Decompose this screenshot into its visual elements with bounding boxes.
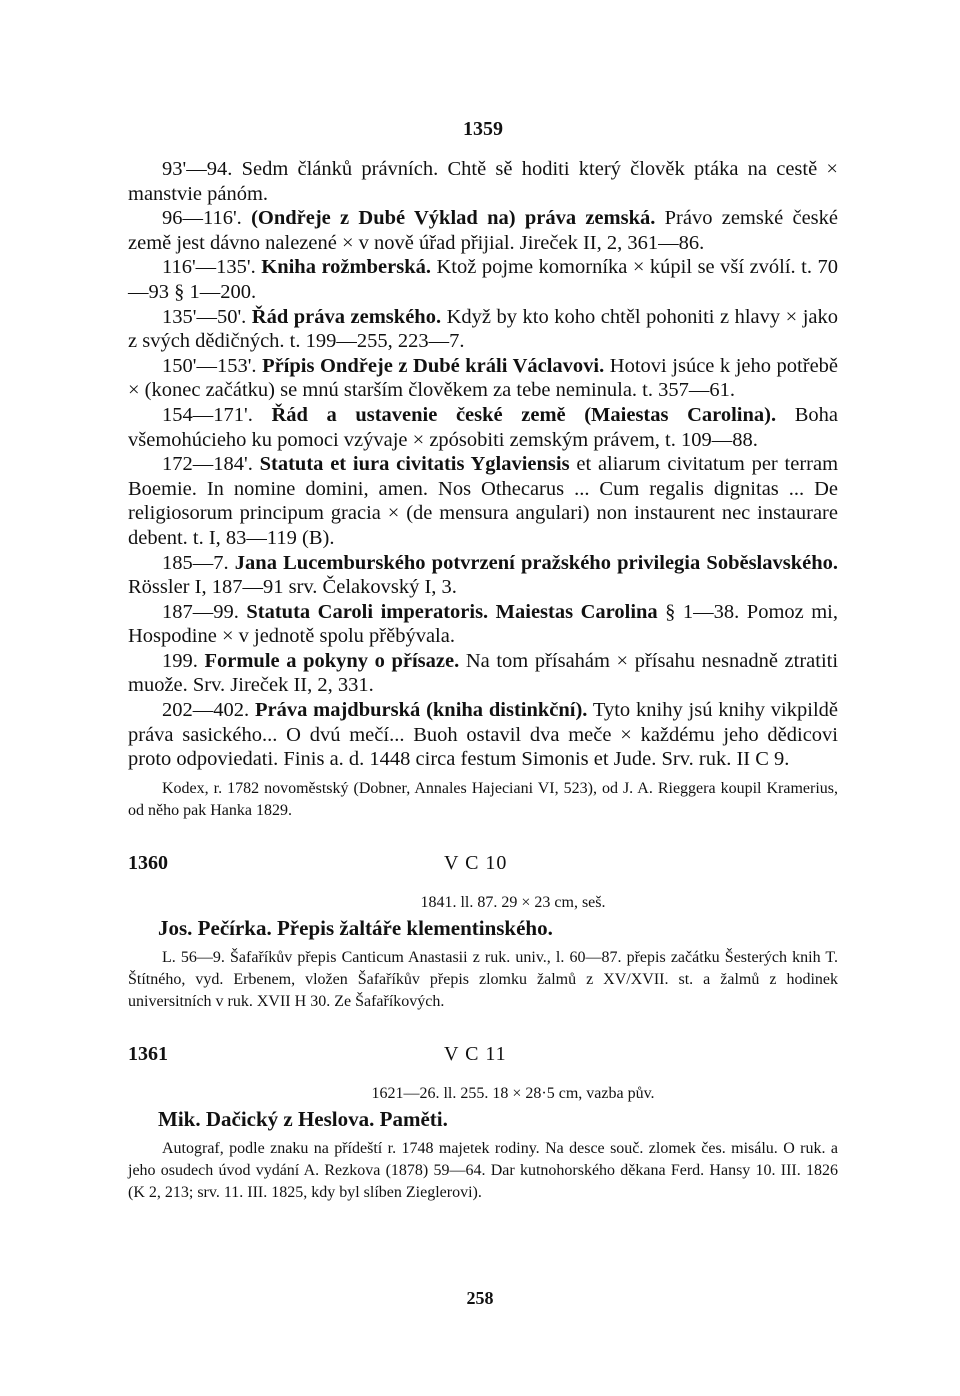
incipit-text: Ktož pojme komorníka × kúpil se vší zvólí. t. 70—93 § 1—200. bbox=[128, 256, 839, 303]
contents-paragraph bbox=[128, 698, 838, 772]
leaf-range: 135'—50'. bbox=[162, 305, 247, 328]
leaf-range: 154—171'. bbox=[162, 403, 253, 426]
contents-paragraph bbox=[128, 403, 838, 452]
section-title: Formule a pokyny o přísaze. bbox=[204, 649, 460, 672]
section-title: (Ondřeje z Dubé Výklad na) práva zemská. bbox=[251, 207, 656, 230]
entry-title: Mik. Dačický z Heslova. Paměti. bbox=[158, 1106, 448, 1131]
section-title: Statuta Caroli imperatoris. Maiestas Carolina bbox=[246, 600, 658, 623]
entry-heading bbox=[128, 1043, 838, 1071]
leaf-range: 96—116'. bbox=[162, 207, 242, 230]
leaf-range: 185—7. bbox=[162, 551, 229, 574]
incipit-text: Tyto knihy jsú knihy vikpildě práva sasického... O dvú mečí... Buoh ostavil dva meče × každému jeho dědicovi proto odpoviedati. Finis a. d. 1448 circa festum Simonis et Jude. Srv. ruk. II C 9. bbox=[128, 699, 838, 771]
running-head: 1359 bbox=[463, 118, 503, 140]
entry-1360 bbox=[128, 852, 838, 1013]
incipit-text: Právo zemské české země jest dávno nalezené × v nově úřad přijial. Jireček II, 2, 361—86. bbox=[128, 207, 838, 254]
contents-paragraph bbox=[128, 305, 838, 354]
physical-description: 1621—26. ll. 255. 18 × 28·5 cm, vazba pův. bbox=[371, 1084, 655, 1102]
incipit-text: § 1—38. Pomoz mi, Hospodine × v jednotě spolu přěbývala. bbox=[128, 600, 838, 648]
leaf-range: 187—99. bbox=[162, 600, 239, 623]
shelfmark: V C 11 bbox=[444, 1042, 507, 1065]
physical-description: 1841. ll. 87. 29 × 23 cm, seš. bbox=[420, 893, 606, 911]
entry-number: 1361 bbox=[128, 1042, 168, 1065]
contents-paragraph bbox=[128, 649, 838, 698]
section-title: Sedm článků právních. bbox=[241, 158, 439, 180]
entry-1361 bbox=[128, 1043, 838, 1204]
incipit-text: et aliarum civitatum per terram Boemie. In nomine domini, amen. Nos Othecarus ... Cum regalis dignitas ... De religiosorum principum gracia × (de mensura angulari) non instaurent nec instaurare debent. t. I, 83—119 (B). bbox=[128, 453, 839, 549]
entry-1359-contents bbox=[128, 157, 838, 822]
incipit-text: Na tom přísahám × přísahu nesnadně ztratiti muože. Srv. Jireček II, 2, 331. bbox=[128, 649, 839, 697]
entry-description: Autograf, podle znaku na přídeští r. 1748 majetek rodiny. Na desce souč. zlomek čes. misálu. O ruk. a jeho osudech úvod vydání A. Rezkova (1878) 59—64. Dar kutnohorského děkana Ferd. Hansy 10. III. 1826 (K 2, 213; srv. 11. III. 1825, kdy byl slíben Zieglerovi). bbox=[128, 1139, 838, 1201]
section-title: Řád a ustavenie české země (Maiestas Carolina). bbox=[271, 403, 777, 426]
section-title: Jana Lucemburského potvrzení pražského privilegia Soběslavského. bbox=[234, 551, 838, 574]
entry-number: 1360 bbox=[128, 851, 168, 874]
section-title: Kniha rožmberská. bbox=[261, 256, 431, 279]
contents-paragraph bbox=[128, 600, 838, 649]
contents-paragraph bbox=[128, 206, 838, 255]
section-title: Práva majdburská (kniha distinkční). bbox=[254, 699, 588, 722]
contents-paragraph bbox=[128, 157, 838, 206]
incipit-text: Chtě sě hoditi který člověk ptáka na cestě × manstvie pánóm. bbox=[128, 158, 838, 205]
leaf-range: 150'—153'. bbox=[162, 354, 257, 377]
entry-title: Jos. Pečírka. Přepis žaltáře klementinského. bbox=[158, 915, 553, 940]
leaf-range: 93'—94. bbox=[162, 158, 233, 180]
entry-description: L. 56—9. Šafaříkův přepis Canticum Anastasii z ruk. univ., l. 60—87. přepis začátku Šesterých knih T. Štítného, vyd. Erbenem, vložen Šafaříkův přepis zlomku žalmů z XV/XVII. st. a žalmů z hodinek universitních v ruk. XVII H 30. Ze Šafaříkových. bbox=[128, 948, 838, 1010]
incipit-text: Hotovi jsúce k jeho potřebě × (konec začátku) se mnú starším člověkem za tebe neminula. t. 357—61. bbox=[128, 354, 839, 402]
contents-paragraph bbox=[128, 452, 838, 550]
page-body bbox=[128, 118, 838, 1204]
shelfmark: V C 10 bbox=[444, 851, 508, 874]
page-number: 258 bbox=[466, 1288, 494, 1308]
incipit-text: Když by kto koho chtěl pohoniti z hlavy × jako z svých dědičných. t. 199—255, 223—7. bbox=[128, 305, 839, 353]
section-title: Přípis Ondřeje z Dubé králi Václavovi. bbox=[262, 354, 605, 377]
leaf-range: 199. bbox=[162, 649, 198, 672]
provenance-note: Kodex, r. 1782 novoměstský (Dobner, Annales Hajeciani VI, 523), od J. A. Rieggera koupil Kramerius, od něho pak Hanka 1829. bbox=[128, 779, 838, 819]
section-title: Řád práva zemského. bbox=[251, 305, 442, 328]
incipit-text: Rössler I, 187—91 srv. Čelakovský I, 3. bbox=[128, 576, 457, 599]
leaf-range: 172—184'. bbox=[162, 453, 253, 476]
incipit-text: Boha všemohúcieho ku pomoci vzývaje × zpósobiti zemským právem, t. 109—88. bbox=[128, 403, 838, 451]
entry-heading bbox=[128, 852, 838, 880]
leaf-range: 202—402. bbox=[162, 699, 250, 722]
section-title: Statuta et iura civitatis Yglaviensis bbox=[259, 453, 570, 476]
leaf-range: 116'—135'. bbox=[162, 256, 256, 279]
contents-paragraph bbox=[128, 354, 838, 403]
contents-paragraph bbox=[128, 255, 838, 304]
contents-paragraph bbox=[128, 551, 838, 600]
